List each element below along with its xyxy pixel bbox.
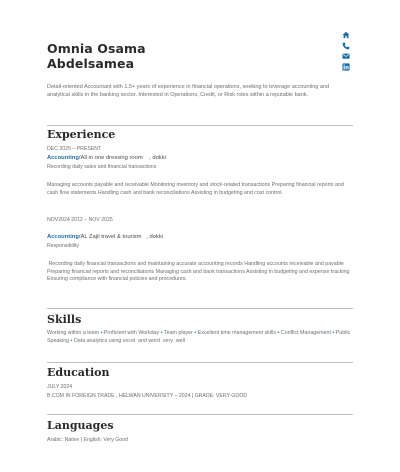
skills-heading: Skills [47,313,82,326]
bullet-separator: • [160,330,163,336]
education-heading: Education [47,366,110,379]
section-divider [47,125,353,126]
job-title-line [47,234,163,241]
phone-icon[interactable] [342,42,350,50]
contact-icons [342,31,350,73]
skill-item: Proficient with Workday [103,330,160,336]
education-degree: B.COM IN FOREIGN TRADE , HELWAN UNIVERSITY – 2024 | GRADE: VERY GOOD [47,393,248,399]
education-date: JULY 2024 [47,384,73,390]
candidate-name [47,42,146,71]
skill-item: Public Speaking [47,330,351,345]
job-description: Managing accounts payable and receivable Monitoring inventory and stock-related transactions Preparing financial reports and cash flow statements Handling cash and bank reconciliations Assisting in budgeting and cost control. [47,182,344,196]
bullet-separator: • [277,330,280,336]
profile-summary: Detail-oriented Accountant with 1.5+ years of experience in financial operations, seeking to leverage accounting and analytical skills in the banking sector. Interested in Operations, Credit, or Risk roles within a reputable bank. [47,84,330,98]
job-subtitle: Recording daily sales and financial transactions [47,164,157,170]
job-dates: DEC 2025 – PRESENT [47,146,102,152]
section-divider [47,362,353,363]
experience-heading: Experience [47,128,116,141]
job-description: Recording daily financial transactions and maintaining accurate accounting records Handling accounts receivable and payable Preparing financial reports and reconciliations Managing cash and bank transactions Assisting in budgeting and expense tracking Ensuring compliance with financial policies and procedures. [47,261,350,283]
linkedin-icon[interactable] [342,63,350,71]
bullet-separator: • [100,330,103,336]
bullet-separator: • [194,330,197,336]
skill-item: Excellent time management skills [197,330,277,336]
skill-item: Team player [163,330,193,336]
skill-item: Working within a team [47,330,100,336]
first-name: Omnia Osama [47,41,146,56]
section-divider [47,308,353,309]
job-role: Accounting [47,155,79,161]
bullet-separator: • [332,330,335,336]
bullet-separator: • [70,338,73,345]
job-title-line [47,155,166,162]
section-divider [47,414,353,415]
job-company: /AL Zajil travel & tourism , dokki [78,234,164,240]
email-icon[interactable] [342,52,350,60]
job-role: Accounting [47,234,79,240]
languages-heading: Languages [47,419,114,432]
job-company: /All in one dressing room , dokki [78,155,166,161]
skill-item: Conflict Management [280,330,331,336]
job-dates: NOV2024 2012 – NOV 2025 [47,217,113,223]
languages-text: Arabic: Native | English: Very Good [47,437,128,443]
skills-list [47,329,353,346]
last-name: Abdelsamea [47,55,135,71]
home-icon[interactable] [342,31,350,39]
job-subtitle: Responsibility [47,243,80,249]
skill-item: Data analytics using excel and word very well [73,338,185,345]
